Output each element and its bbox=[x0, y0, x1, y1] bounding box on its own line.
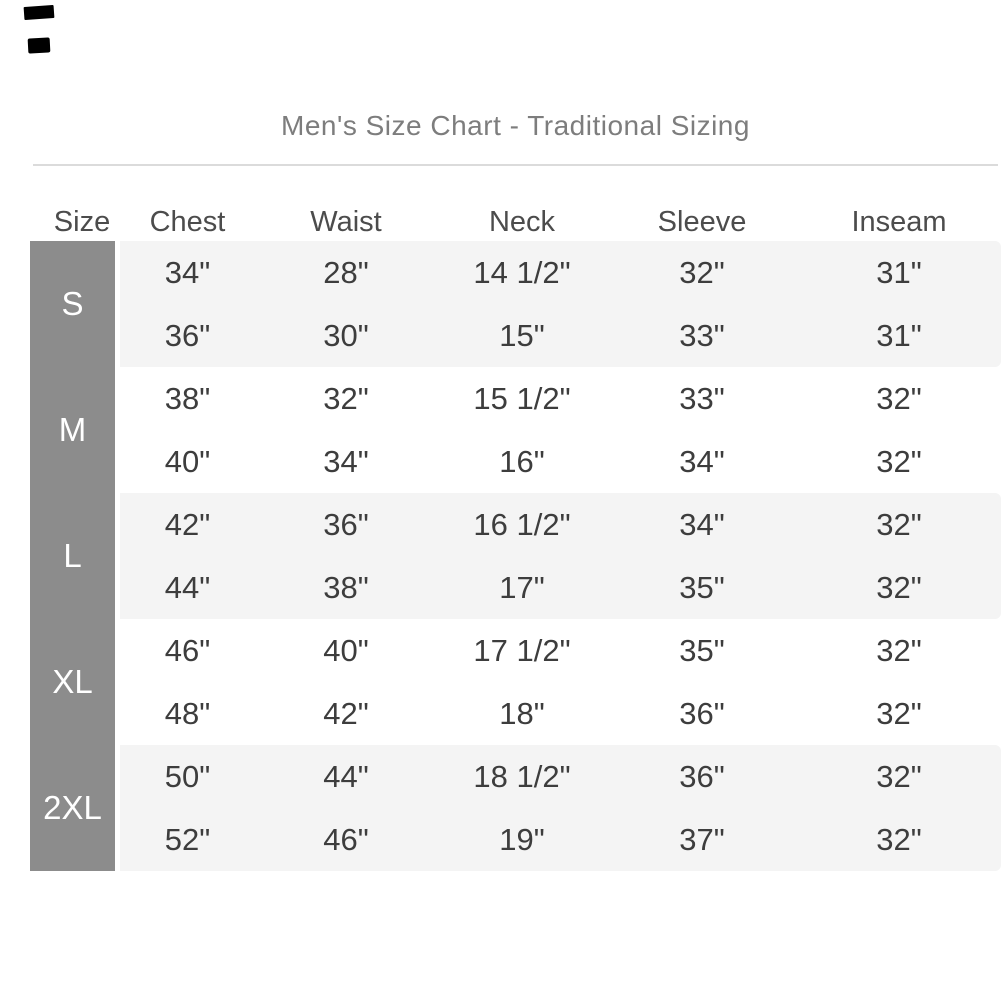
measurement-cell: 32" bbox=[876, 380, 922, 416]
measurement-cell: 32" bbox=[876, 443, 922, 479]
size-label: M bbox=[58, 411, 87, 448]
size-band bbox=[30, 241, 115, 367]
table-row bbox=[120, 304, 1001, 367]
measurement-cell: 38" bbox=[323, 569, 369, 605]
measurement-cell: 32" bbox=[876, 695, 922, 731]
table-row bbox=[120, 808, 1001, 871]
size-band bbox=[30, 745, 115, 871]
table-row bbox=[120, 556, 1001, 619]
measurement-cell: 16" bbox=[499, 443, 545, 479]
size-group-xl bbox=[0, 619, 1001, 745]
measurement-cell: 40" bbox=[323, 632, 369, 668]
column-header-inseam: Inseam bbox=[851, 205, 947, 238]
measurement-cell: 28" bbox=[323, 254, 369, 290]
measurement-cell: 34" bbox=[164, 254, 211, 290]
measurement-cell: 32" bbox=[876, 569, 922, 605]
measurement-cell: 37" bbox=[679, 821, 725, 857]
measurement-cell: 35" bbox=[679, 569, 725, 605]
column-header-sleeve: Sleeve bbox=[657, 205, 747, 238]
size-band bbox=[30, 619, 115, 745]
chart-title: Men's Size Chart - Traditional Sizing bbox=[281, 110, 750, 141]
size-group-rows bbox=[120, 745, 1001, 871]
measurement-cell: 40" bbox=[164, 443, 211, 479]
table-row bbox=[120, 367, 1001, 430]
measurement-cell: 46" bbox=[323, 821, 369, 857]
size-group-m bbox=[0, 367, 1001, 493]
measurement-cell: 17 1/2" bbox=[473, 632, 571, 668]
size-label: L bbox=[63, 537, 82, 574]
measurement-cell: 17" bbox=[499, 569, 545, 605]
measurement-cell: 34" bbox=[679, 506, 725, 542]
measurement-cell: 36" bbox=[323, 506, 369, 542]
table-row bbox=[120, 745, 1001, 808]
measurement-cell: 15 1/2" bbox=[473, 380, 571, 416]
measurement-cell: 31" bbox=[876, 254, 922, 290]
measurement-cell: 46" bbox=[164, 632, 211, 668]
title-divider bbox=[33, 164, 998, 166]
size-group-rows bbox=[120, 241, 1001, 367]
size-label: S bbox=[61, 285, 84, 322]
column-header-size: Size bbox=[53, 205, 111, 238]
measurement-cell: 36" bbox=[679, 695, 725, 731]
measurement-cell: 34" bbox=[323, 443, 369, 479]
measurement-cell: 16 1/2" bbox=[473, 506, 571, 542]
measurement-cell: 15" bbox=[499, 317, 545, 353]
corner-artifact-icon bbox=[24, 5, 55, 20]
size-label: XL bbox=[52, 663, 93, 700]
measurement-cell: 33" bbox=[679, 380, 725, 416]
size-group-rows bbox=[120, 493, 1001, 619]
measurement-cell: 30" bbox=[323, 317, 369, 353]
measurement-cell: 32" bbox=[876, 632, 922, 668]
measurement-cell: 32" bbox=[876, 821, 922, 857]
measurement-cell: 44" bbox=[323, 758, 369, 794]
size-group-s bbox=[0, 241, 1001, 367]
column-header-neck: Neck bbox=[488, 205, 556, 238]
measurement-cell: 36" bbox=[164, 317, 211, 353]
measurement-cell: 14 1/2" bbox=[473, 254, 571, 290]
measurement-cell: 34" bbox=[679, 443, 725, 479]
table-row bbox=[120, 241, 1001, 304]
table-row bbox=[120, 619, 1001, 682]
size-band bbox=[30, 367, 115, 493]
measurement-cell: 44" bbox=[164, 569, 211, 605]
measurement-cell: 32" bbox=[323, 380, 369, 416]
column-header-waist: Waist bbox=[310, 205, 382, 238]
measurement-cell: 42" bbox=[323, 695, 369, 731]
table-header-row bbox=[30, 200, 1001, 244]
corner-artifact-icon bbox=[28, 37, 51, 53]
table-row bbox=[120, 682, 1001, 745]
measurement-cell: 18" bbox=[499, 695, 545, 731]
measurement-cell: 18 1/2" bbox=[473, 758, 571, 794]
table-row bbox=[120, 493, 1001, 556]
measurement-cell: 36" bbox=[679, 758, 725, 794]
measurement-cell: 31" bbox=[876, 317, 922, 353]
measurement-cell: 19" bbox=[499, 821, 545, 857]
size-label: 2XL bbox=[43, 789, 102, 826]
measurement-cell: 38" bbox=[164, 380, 211, 416]
measurement-cell: 52" bbox=[164, 821, 211, 857]
size-group-rows bbox=[120, 367, 1001, 493]
measurement-cell: 32" bbox=[679, 254, 725, 290]
size-band bbox=[30, 493, 115, 619]
size-group-2xl bbox=[0, 745, 1001, 871]
column-header-chest: Chest bbox=[149, 205, 226, 238]
measurement-cell: 32" bbox=[876, 758, 922, 794]
table-row bbox=[120, 430, 1001, 493]
size-group-rows bbox=[120, 619, 1001, 745]
size-group-l bbox=[0, 493, 1001, 619]
measurement-cell: 32" bbox=[876, 506, 922, 542]
measurement-cell: 33" bbox=[679, 317, 725, 353]
measurement-cell: 50" bbox=[164, 758, 211, 794]
measurement-cell: 35" bbox=[679, 632, 725, 668]
measurement-cell: 42" bbox=[164, 506, 211, 542]
measurement-cell: 48" bbox=[164, 695, 211, 731]
